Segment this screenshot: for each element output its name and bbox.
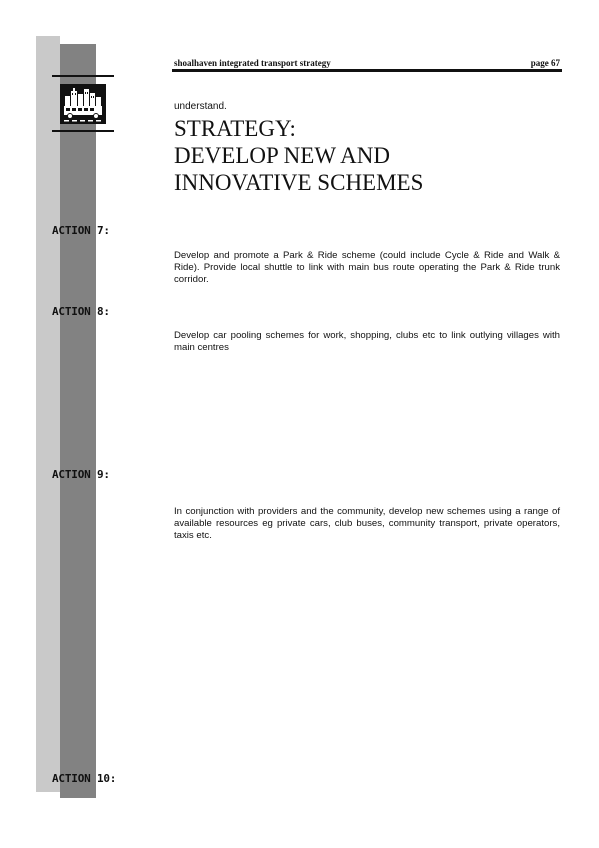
document-title: shoalhaven integrated transport strategy [174,58,331,68]
margin-band-dark [60,44,96,798]
strategy-title-line: DEVELOP NEW AND [174,143,390,168]
logo-rule-top [52,75,114,77]
town-bus-icon [60,84,106,124]
header-rule [172,69,562,72]
action-7-text: Develop and promote a Park & Ride scheme (could include Cycle & Ride and Walk & Ride). Provide local shuttle to link with main bus route operating the Park & Ride trunk corridor. [174,250,560,285]
page-number: page 67 [530,58,560,68]
action-10-label: ACTION 10: [52,772,117,785]
strategy-title-line: INNOVATIVE SCHEMES [174,170,424,195]
strategy-title [174,115,564,196]
logo-rule-bottom [52,130,114,132]
strategy-title-line: STRATEGY: [174,116,296,141]
action-7-label: ACTION 7: [52,224,110,237]
action-8-text: Develop car pooling schemes for work, shopping, clubs etc to link outlying villages with main centres [174,330,560,353]
action-9-label: ACTION 9: [52,468,110,481]
intro-text: understand. [174,101,227,112]
action-8-label: ACTION 8: [52,305,110,318]
margin-band-light [36,36,60,792]
town-bus-icon-graphic [60,84,106,124]
page-header [174,57,560,69]
action-9-text: In conjunction with providers and the community, develop new schemes using a range of available resources eg private cars, club buses, community transport, private operators, taxis etc. [174,506,560,541]
section-logo [52,75,114,133]
